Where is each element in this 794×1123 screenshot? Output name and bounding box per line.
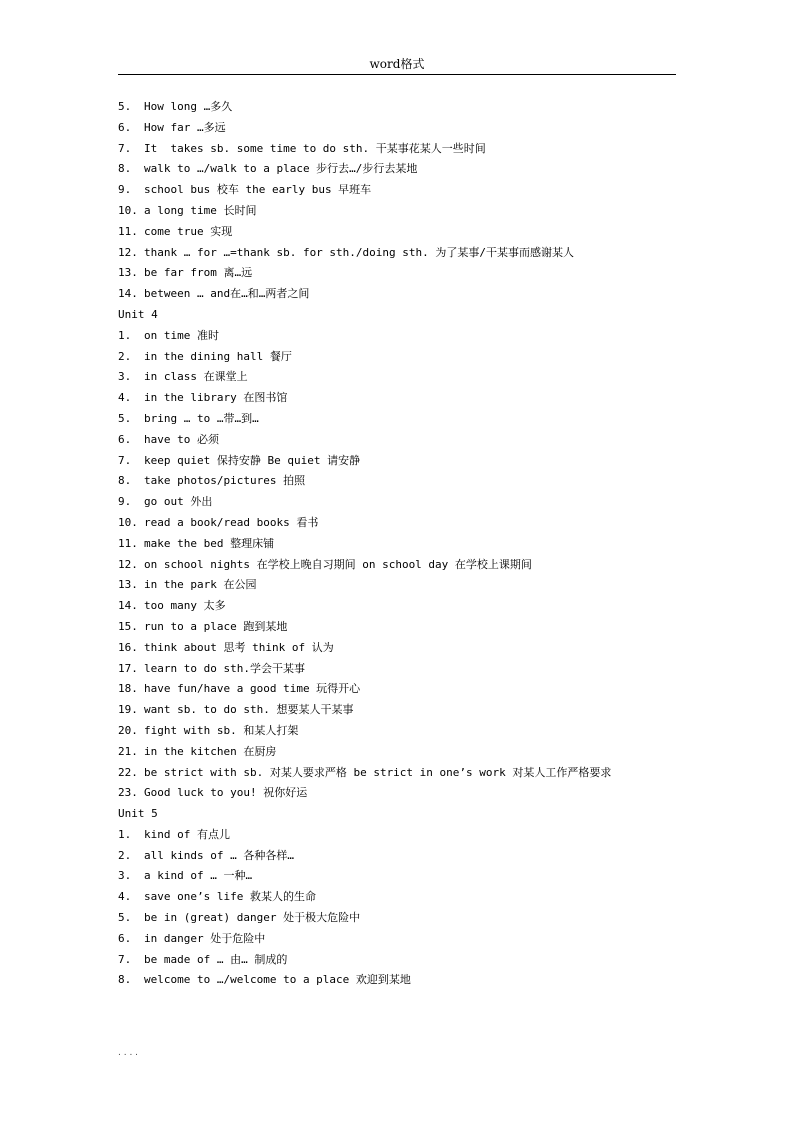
item-text: save one’s life 救某人的生命 — [144, 890, 316, 904]
item-text: in the kitchen 在厨房 — [144, 744, 277, 758]
item-number: 5. — [118, 911, 132, 925]
item-number: 21. — [118, 744, 138, 758]
item-number: 3. — [118, 869, 132, 883]
list-item — [118, 617, 688, 638]
item-text: a long time 长时间 — [144, 203, 257, 217]
item-number: 12. — [118, 557, 138, 571]
list-item — [118, 575, 688, 596]
item-number: 5. — [118, 100, 132, 113]
list-item — [118, 451, 688, 472]
list-item — [118, 659, 688, 680]
item-text: want sb. to do sth. 想要某人干某事 — [144, 703, 354, 717]
item-text: all kinds of … 各种各样… — [144, 848, 294, 862]
list-item — [118, 555, 688, 576]
item-text: welcome to …/welcome to a place 欢迎到某地 — [144, 973, 411, 987]
item-number: 10. — [118, 203, 138, 217]
item-text: go out 外出 — [144, 495, 213, 509]
list-item — [118, 887, 688, 908]
list-item — [118, 139, 688, 160]
item-text: in danger 处于危险中 — [144, 931, 266, 945]
item-number: 7. — [118, 141, 132, 155]
item-text: make the bed 整理床铺 — [144, 536, 275, 550]
item-text: keep quiet 保持安静 Be quiet 请安静 — [144, 453, 361, 467]
list-item — [118, 908, 688, 929]
item-number: 9. — [118, 183, 132, 197]
item-text: be far from 离…远 — [144, 266, 253, 280]
item-text: in the library 在图书馆 — [144, 391, 288, 405]
item-text: school bus 校车 the early bus 早班车 — [144, 183, 372, 197]
item-text: How far …多远 — [144, 120, 226, 134]
item-text: learn to do sth.学会干某事 — [144, 661, 305, 675]
unit-heading: Unit 4 — [118, 307, 158, 321]
item-text: in the park 在公园 — [144, 578, 257, 592]
list-item — [118, 180, 688, 201]
item-text: thank … for …=thank sb. for sth./doing sth. 为了某事/干某事而感谢某人 — [144, 245, 575, 259]
item-number: 20. — [118, 723, 138, 737]
item-text: run to a place 跑到某地 — [144, 619, 288, 633]
item-number: 2. — [118, 848, 132, 862]
item-text: in class 在课堂上 — [144, 370, 248, 384]
item-number: 1. — [118, 827, 132, 841]
list-item — [118, 513, 688, 534]
list-item — [118, 471, 688, 492]
list-item — [118, 866, 688, 887]
list-item — [118, 430, 688, 451]
item-text: read a book/read books 看书 — [144, 515, 319, 529]
item-text: on time 准时 — [144, 328, 219, 342]
item-text: take photos/pictures 拍照 — [144, 474, 306, 488]
list-item — [118, 409, 688, 430]
item-text: a kind of … 一种… — [144, 869, 253, 883]
list-item — [118, 367, 688, 388]
item-number: 8. — [118, 162, 132, 176]
item-text: on school nights 在学校上晚自习期间 on school day 在学校上课期间 — [144, 557, 532, 571]
list-item — [118, 159, 688, 180]
list-item — [118, 492, 688, 513]
item-text: kind of 有点儿 — [144, 827, 230, 841]
item-number: 14. — [118, 599, 138, 613]
item-text: bring … to …带…到… — [144, 411, 259, 425]
list-item — [118, 347, 688, 368]
item-number: 17. — [118, 661, 138, 675]
list-item — [118, 700, 688, 721]
item-number: 12. — [118, 245, 138, 259]
item-number: 6. — [118, 120, 132, 134]
item-number: 7. — [118, 952, 132, 966]
item-text: Good luck to you! 祝你好运 — [144, 786, 308, 800]
item-number: 6. — [118, 931, 132, 945]
item-number: 1. — [118, 328, 132, 342]
item-number: 13. — [118, 266, 138, 280]
item-text: in the dining hall 餐厅 — [144, 349, 292, 363]
item-number: 3. — [118, 370, 132, 384]
list-item — [118, 783, 688, 804]
item-number: 11. — [118, 224, 138, 238]
header-divider — [118, 74, 676, 75]
list-item — [118, 596, 688, 617]
item-number: 22. — [118, 765, 138, 779]
list-item — [118, 929, 688, 950]
item-number: 6. — [118, 432, 132, 446]
item-text: be in (great) danger 处于极大危险中 — [144, 911, 361, 925]
list-item — [118, 222, 688, 243]
list-item — [118, 721, 688, 742]
item-number: 11. — [118, 536, 138, 550]
item-text: have fun/have a good time 玩得开心 — [144, 682, 361, 696]
item-number: 23. — [118, 786, 138, 800]
item-text: between … and在…和…两者之间 — [144, 287, 310, 301]
list-item — [118, 201, 688, 222]
page-header-title: word格式 — [369, 57, 425, 71]
item-text: too many 太多 — [144, 599, 226, 613]
list-item — [118, 638, 688, 659]
unit-heading: Unit 5 — [118, 807, 158, 821]
list-item — [118, 679, 688, 700]
item-number: 15. — [118, 619, 138, 633]
page-footer: . . . . — [118, 1048, 139, 1058]
list-item — [118, 742, 688, 763]
item-text: come true 实现 — [144, 224, 233, 238]
item-number: 14. — [118, 287, 138, 301]
item-number: 9. — [118, 495, 132, 509]
phrase-list — [118, 97, 688, 991]
list-item — [118, 284, 688, 305]
item-number: 4. — [118, 890, 132, 904]
list-item — [118, 846, 688, 867]
list-item — [118, 950, 688, 971]
item-text: It takes sb. some time to do sth. 干某事花某人一些时间 — [144, 141, 486, 155]
item-text: How long …多久 — [144, 100, 233, 113]
item-text: walk to …/walk to a place 步行去…/步行去某地 — [144, 162, 418, 176]
item-number: 8. — [118, 973, 132, 987]
item-text: fight with sb. 和某人打架 — [144, 723, 299, 737]
list-item — [118, 118, 688, 139]
list-item — [118, 825, 688, 846]
item-number: 5. — [118, 411, 132, 425]
item-number: 8. — [118, 474, 132, 488]
item-text: think about 思考 think of 认为 — [144, 640, 334, 654]
item-text: be strict with sb. 对某人要求严格 be strict in one’s work 对某人工作严格要求 — [144, 765, 612, 779]
item-number: 18. — [118, 682, 138, 696]
list-item — [118, 970, 688, 991]
item-number: 16. — [118, 640, 138, 654]
item-number: 7. — [118, 453, 132, 467]
list-item — [118, 326, 688, 347]
list-item — [118, 763, 688, 784]
item-text: be made of … 由… 制成的 — [144, 952, 288, 966]
list-item — [118, 243, 688, 264]
list-item — [118, 534, 688, 555]
list-item — [118, 263, 688, 284]
list-item — [118, 97, 688, 118]
item-text: have to 必须 — [144, 432, 219, 446]
item-number: 4. — [118, 391, 132, 405]
item-number: 19. — [118, 703, 138, 717]
item-number: 10. — [118, 515, 138, 529]
list-item — [118, 388, 688, 409]
item-number: 13. — [118, 578, 138, 592]
item-number: 2. — [118, 349, 132, 363]
